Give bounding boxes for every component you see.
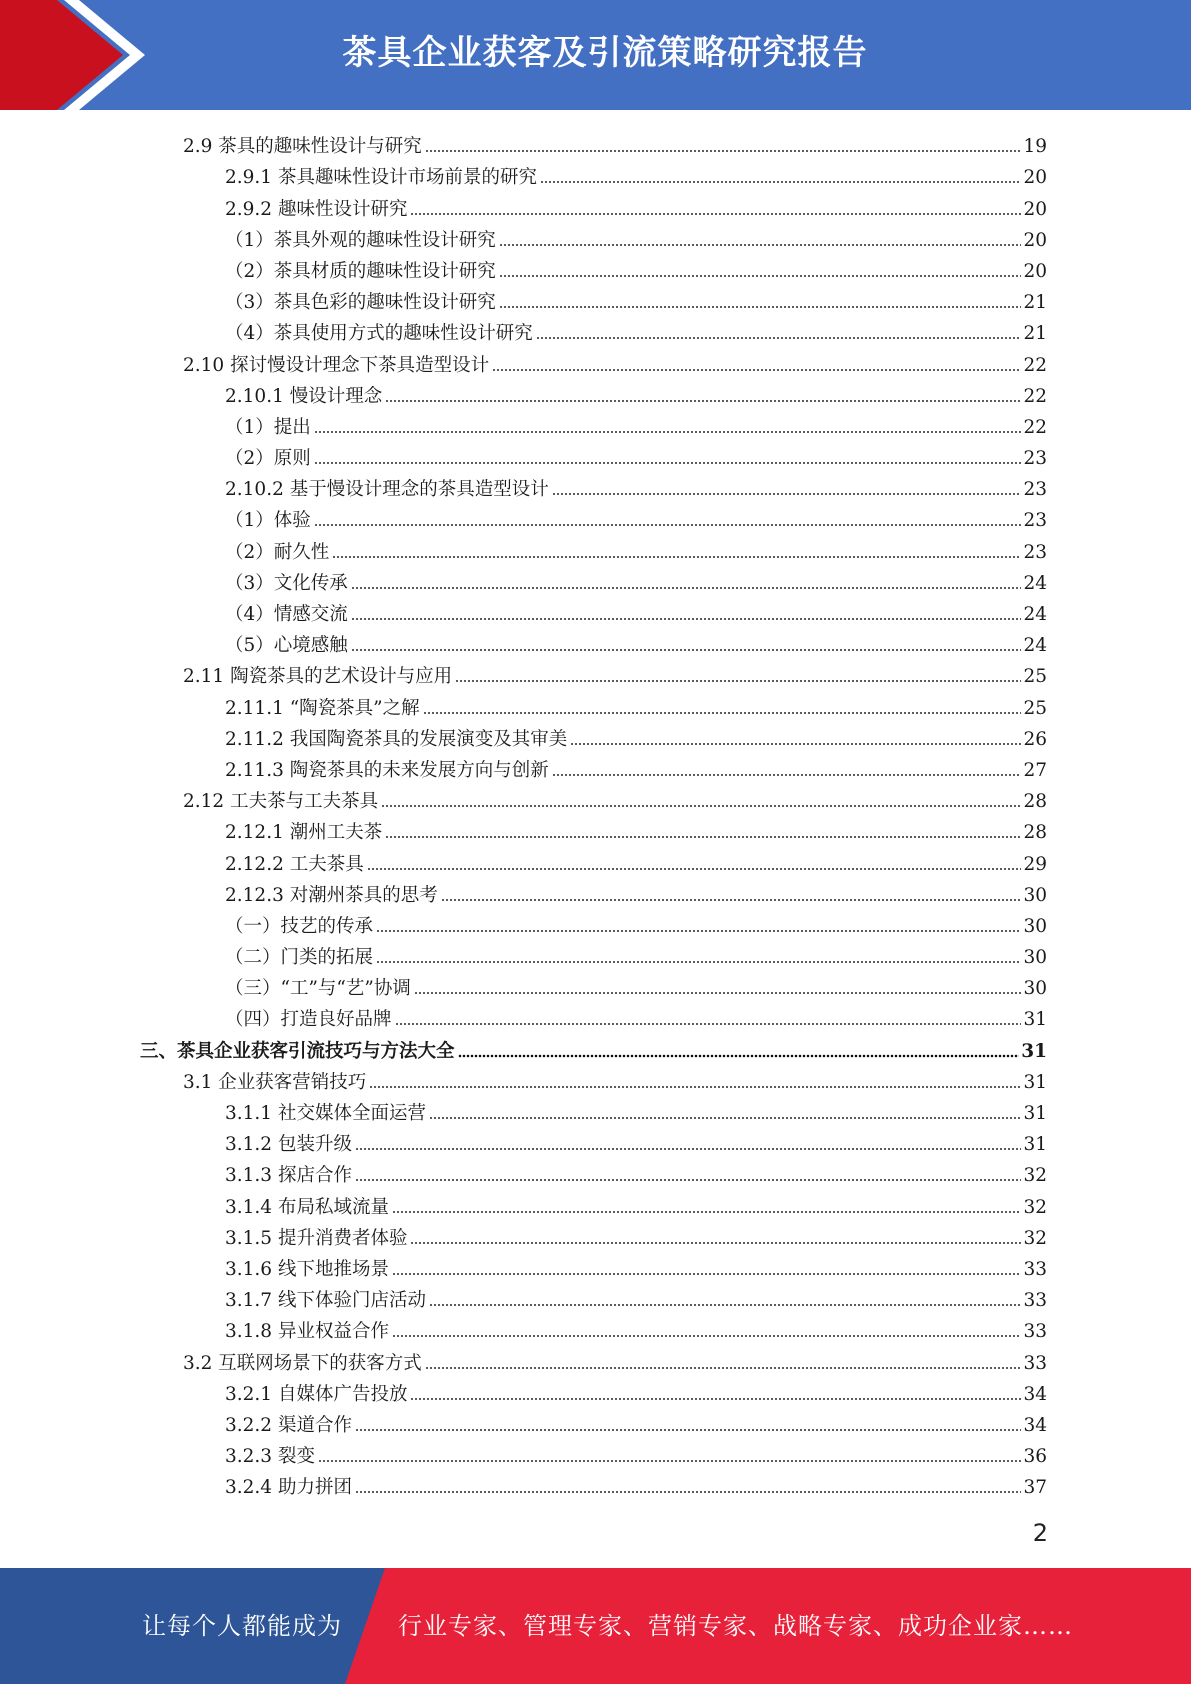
toc-entry-title: 三、茶具企业获客引流技巧与方法大全	[140, 1040, 455, 1062]
toc-entry[interactable]	[0, 1002, 1191, 1033]
toc-entry-page: 24	[1023, 635, 1047, 657]
toc-entry-page: 31	[1023, 1134, 1047, 1156]
toc-dot-leader	[355, 1490, 1022, 1494]
toc-entry[interactable]	[0, 285, 1191, 316]
toc-entry-title: 2.12.1 潮州工夫茶	[225, 822, 383, 844]
toc-entry-title: 2.9 茶具的趣味性设计与研究	[183, 136, 422, 158]
toc-entry-title: 3.1.4 布局私域流量	[225, 1196, 389, 1218]
toc-entry[interactable]	[0, 472, 1191, 503]
toc-entry-title: 3.1.3 探店合作	[225, 1165, 352, 1187]
toc-entry-page: 31	[1023, 1103, 1047, 1124]
toc-dot-leader	[410, 1397, 1021, 1401]
toc-entry-title: 2.11.3 陶瓷茶具的未来发展方向与创新	[225, 759, 549, 781]
toc-dot-leader	[552, 492, 1022, 496]
toc-entry-page: 36	[1023, 1446, 1047, 1468]
toc-entry-title: 3.1.1 社交媒体全面运营	[225, 1103, 426, 1124]
toc-entry[interactable]	[0, 1033, 1191, 1064]
toc-entry-title: 2.12.2 工夫茶具	[225, 853, 364, 875]
toc-dot-leader	[492, 368, 1021, 372]
toc-dot-leader	[414, 991, 1022, 995]
toc-entry[interactable]	[0, 1470, 1191, 1501]
toc-entry-page: 28	[1023, 791, 1047, 813]
page-number: 2	[1032, 1519, 1048, 1547]
toc-dot-leader	[455, 679, 1021, 683]
toc-entry-page: 22	[1023, 385, 1047, 407]
toc-entry[interactable]	[0, 441, 1191, 472]
toc-dot-leader	[367, 867, 1022, 871]
toc-entry-page: 28	[1023, 822, 1047, 844]
toc-entry[interactable]	[0, 1377, 1191, 1408]
toc-entry-title: （2）原则	[225, 448, 311, 470]
toc-entry-page: 30	[1023, 947, 1047, 969]
toc-entry-page: 30	[1023, 978, 1047, 1000]
toc-entry-title: 2.11 陶瓷茶具的艺术设计与应用	[183, 666, 453, 688]
toc-dot-leader	[429, 1116, 1021, 1120]
toc-entry-title: 2.10 探讨慢设计理念下茶具造型设计	[183, 354, 490, 376]
toc-entry-title: （1）体验	[225, 510, 311, 532]
toc-entry[interactable]	[0, 223, 1191, 254]
toc-entry-page: 25	[1023, 697, 1047, 719]
toc-entry-title: （一）技艺的传承	[225, 915, 374, 937]
toc-dot-leader	[314, 461, 1022, 465]
toc-entry[interactable]	[0, 191, 1191, 222]
report-title: 茶具企业获客及引流策略研究报告	[342, 33, 868, 73]
toc-dot-leader	[314, 430, 1022, 434]
toc-entry[interactable]	[0, 659, 1191, 690]
toc-dot-leader	[355, 1178, 1022, 1182]
toc-entry[interactable]	[0, 1065, 1191, 1096]
toc-entry-page: 31	[1021, 1040, 1047, 1062]
toc-entry-page: 23	[1023, 541, 1047, 563]
toc-entry-page: 29	[1023, 853, 1047, 875]
toc-entry-title: 3.1.8 异业权益合作	[225, 1321, 389, 1343]
toc-entry[interactable]	[0, 254, 1191, 285]
toc-entry[interactable]	[0, 1189, 1191, 1220]
toc-entry-page: 34	[1023, 1414, 1047, 1436]
toc-entry-title: 3.1.5 提升消费者体验	[225, 1227, 408, 1249]
toc-entry-page: 32	[1023, 1165, 1047, 1187]
toc-entry-page: 25	[1023, 666, 1047, 688]
toc-entry[interactable]	[0, 316, 1191, 347]
toc-entry-title: 2.12 工夫茶与工夫茶具	[183, 791, 379, 813]
toc-entry-page: 33	[1023, 1258, 1047, 1280]
toc-dot-leader	[410, 1241, 1021, 1245]
toc-entry-title: （三）“工”与“艺”协调	[225, 978, 411, 1000]
toc-entry[interactable]	[0, 503, 1191, 534]
toc-entry-page: 31	[1023, 1071, 1047, 1093]
toc-dot-leader	[392, 1334, 1021, 1338]
toc-entry[interactable]	[0, 815, 1191, 846]
toc-entry-title: （2）茶具材质的趣味性设计研究	[225, 260, 496, 282]
toc-dot-leader	[351, 586, 1022, 590]
toc-entry-page: 33	[1023, 1290, 1047, 1312]
toc-entry-page: 23	[1023, 448, 1047, 470]
toc-dot-leader	[441, 898, 1022, 902]
toc-entry-title: 3.1.7 线下体验门店活动	[225, 1290, 426, 1312]
toc-entry[interactable]	[0, 784, 1191, 815]
toc-entry-page: 30	[1023, 884, 1047, 906]
toc-entry[interactable]	[0, 628, 1191, 659]
toc-dot-leader	[369, 1085, 1021, 1089]
toc-entry[interactable]	[0, 347, 1191, 378]
toc-entry-title: 3.2 互联网场景下的获客方式	[183, 1352, 422, 1374]
toc-entry-title: （3）文化传承	[225, 572, 348, 594]
footer-slogan-left: 让每个人都能成为	[142, 1612, 342, 1640]
toc-entry[interactable]	[0, 566, 1191, 597]
toc-dot-leader	[499, 243, 1022, 247]
toc-entry-page: 20	[1023, 229, 1047, 251]
toc-entry-title: 3.1 企业获客营销技巧	[183, 1071, 367, 1093]
toc-dot-leader	[499, 274, 1022, 278]
toc-dot-leader	[381, 804, 1021, 808]
toc-entry-title: （4）情感交流	[225, 604, 348, 625]
toc-entry-title: （1）提出	[225, 416, 311, 438]
toc-entry-page: 31	[1023, 1009, 1047, 1031]
toc-dot-leader	[385, 399, 1021, 403]
toc-entry-page: 34	[1023, 1383, 1047, 1405]
toc-entry-title: 2.9.1 茶具趣味性设计市场前景的研究	[225, 167, 537, 189]
toc-entry-page: 32	[1023, 1196, 1047, 1218]
toc-entry-title: （4）茶具使用方式的趣味性设计研究	[225, 323, 533, 345]
toc-dot-leader	[385, 835, 1021, 839]
table-of-contents	[0, 129, 1191, 1501]
toc-entry-title: （二）门类的拓展	[225, 947, 374, 969]
toc-entry-title: 3.2.4 助力拼团	[225, 1477, 352, 1499]
page-footer	[0, 1568, 1191, 1684]
toc-entry[interactable]	[0, 1345, 1191, 1376]
toc-entry-page: 24	[1023, 572, 1047, 594]
toc-entry-page: 33	[1023, 1321, 1047, 1343]
toc-entry-page: 32	[1023, 1227, 1047, 1249]
toc-dot-leader	[332, 555, 1021, 559]
toc-dot-leader	[351, 648, 1022, 652]
footer-slogan-right: 行业专家、管理专家、营销专家、战略专家、成功企业家……	[398, 1612, 1073, 1640]
toc-entry[interactable]	[0, 1127, 1191, 1158]
toc-entry[interactable]	[0, 597, 1191, 628]
toc-entry-page: 21	[1023, 323, 1047, 345]
toc-entry-page: 23	[1023, 510, 1047, 532]
toc-dot-leader	[395, 1022, 1022, 1026]
toc-entry-page: 21	[1023, 292, 1047, 314]
toc-entry-page: 33	[1023, 1352, 1047, 1374]
toc-entry[interactable]	[0, 160, 1191, 191]
toc-entry-page: 20	[1023, 198, 1047, 220]
toc-entry-page: 27	[1023, 759, 1047, 781]
toc-entry[interactable]	[0, 1439, 1191, 1470]
toc-dot-leader	[376, 960, 1021, 964]
toc-entry-page: 22	[1023, 416, 1047, 438]
toc-entry-title: （5）心境感触	[225, 635, 348, 657]
toc-entry[interactable]	[0, 1252, 1191, 1283]
toc-entry[interactable]	[0, 410, 1191, 441]
toc-dot-leader	[376, 929, 1021, 933]
toc-entry[interactable]	[0, 1314, 1191, 1345]
toc-dot-leader	[410, 212, 1021, 216]
toc-entry[interactable]	[0, 909, 1191, 940]
toc-entry[interactable]	[0, 722, 1191, 753]
toc-entry-page: 19	[1023, 136, 1047, 158]
toc-dot-leader	[423, 711, 1022, 715]
toc-entry[interactable]	[0, 690, 1191, 721]
toc-entry-title: 2.11.2 我国陶瓷茶具的发展演变及其审美	[225, 728, 568, 750]
toc-dot-leader	[425, 149, 1022, 153]
toc-entry[interactable]	[0, 534, 1191, 565]
toc-entry-page: 26	[1023, 728, 1047, 750]
toc-dot-leader	[552, 773, 1022, 777]
toc-entry-page: 24	[1023, 604, 1047, 625]
toc-entry-title: 3.1.2 包装升级	[225, 1134, 352, 1156]
toc-entry-page: 22	[1023, 354, 1047, 376]
toc-entry[interactable]	[0, 379, 1191, 410]
toc-dot-leader	[499, 305, 1022, 309]
toc-dot-leader	[540, 180, 1021, 184]
toc-entry[interactable]	[0, 1283, 1191, 1314]
toc-entry-title: （1）茶具外观的趣味性设计研究	[225, 229, 496, 251]
toc-entry[interactable]	[0, 940, 1191, 971]
page-header	[0, 0, 1191, 110]
toc-entry-title: 2.12.3 对潮州茶具的思考	[225, 884, 438, 906]
toc-entry[interactable]	[0, 971, 1191, 1002]
toc-entry[interactable]	[0, 878, 1191, 909]
toc-entry[interactable]	[0, 846, 1191, 877]
toc-entry-page: 23	[1023, 479, 1047, 501]
toc-entry-page: 20	[1023, 167, 1047, 189]
toc-dot-leader	[570, 742, 1021, 746]
toc-entry-page: 30	[1023, 915, 1047, 937]
toc-entry[interactable]	[0, 129, 1191, 160]
toc-dot-leader	[429, 1303, 1021, 1307]
toc-dot-leader	[458, 1054, 1020, 1058]
toc-dot-leader	[536, 336, 1022, 340]
toc-entry-page: 37	[1023, 1477, 1047, 1499]
toc-entry[interactable]	[0, 1408, 1191, 1439]
toc-entry[interactable]	[0, 1221, 1191, 1252]
toc-entry-title: 2.9.2 趣味性设计研究	[225, 198, 408, 220]
toc-entry[interactable]	[0, 1158, 1191, 1189]
toc-entry-title: 3.2.1 自媒体广告投放	[225, 1383, 408, 1405]
toc-dot-leader	[351, 617, 1022, 621]
toc-dot-leader	[314, 523, 1022, 527]
toc-entry-title: 3.2.2 渠道合作	[225, 1414, 352, 1436]
toc-entry-title: （四）打造良好品牌	[225, 1009, 392, 1031]
toc-entry-title: 3.1.6 线下地推场景	[225, 1258, 389, 1280]
toc-dot-leader	[318, 1459, 1022, 1463]
toc-dot-leader	[425, 1366, 1022, 1370]
toc-entry-title: 2.10.1 慢设计理念	[225, 385, 383, 407]
toc-entry-title: （3）茶具色彩的趣味性设计研究	[225, 292, 496, 314]
toc-entry-title: 2.10.2 基于慢设计理念的茶具造型设计	[225, 479, 549, 501]
toc-dot-leader	[392, 1210, 1021, 1214]
toc-entry-title: 3.2.3 裂变	[225, 1446, 315, 1468]
toc-entry[interactable]	[0, 753, 1191, 784]
toc-entry-title: 2.11.1 “陶瓷茶具”之解	[225, 697, 420, 719]
toc-entry-page: 20	[1023, 260, 1047, 282]
toc-entry[interactable]	[0, 1096, 1191, 1127]
toc-dot-leader	[392, 1272, 1021, 1276]
toc-dot-leader	[355, 1147, 1022, 1151]
toc-entry-title: （2）耐久性	[225, 541, 330, 563]
toc-dot-leader	[355, 1428, 1022, 1432]
